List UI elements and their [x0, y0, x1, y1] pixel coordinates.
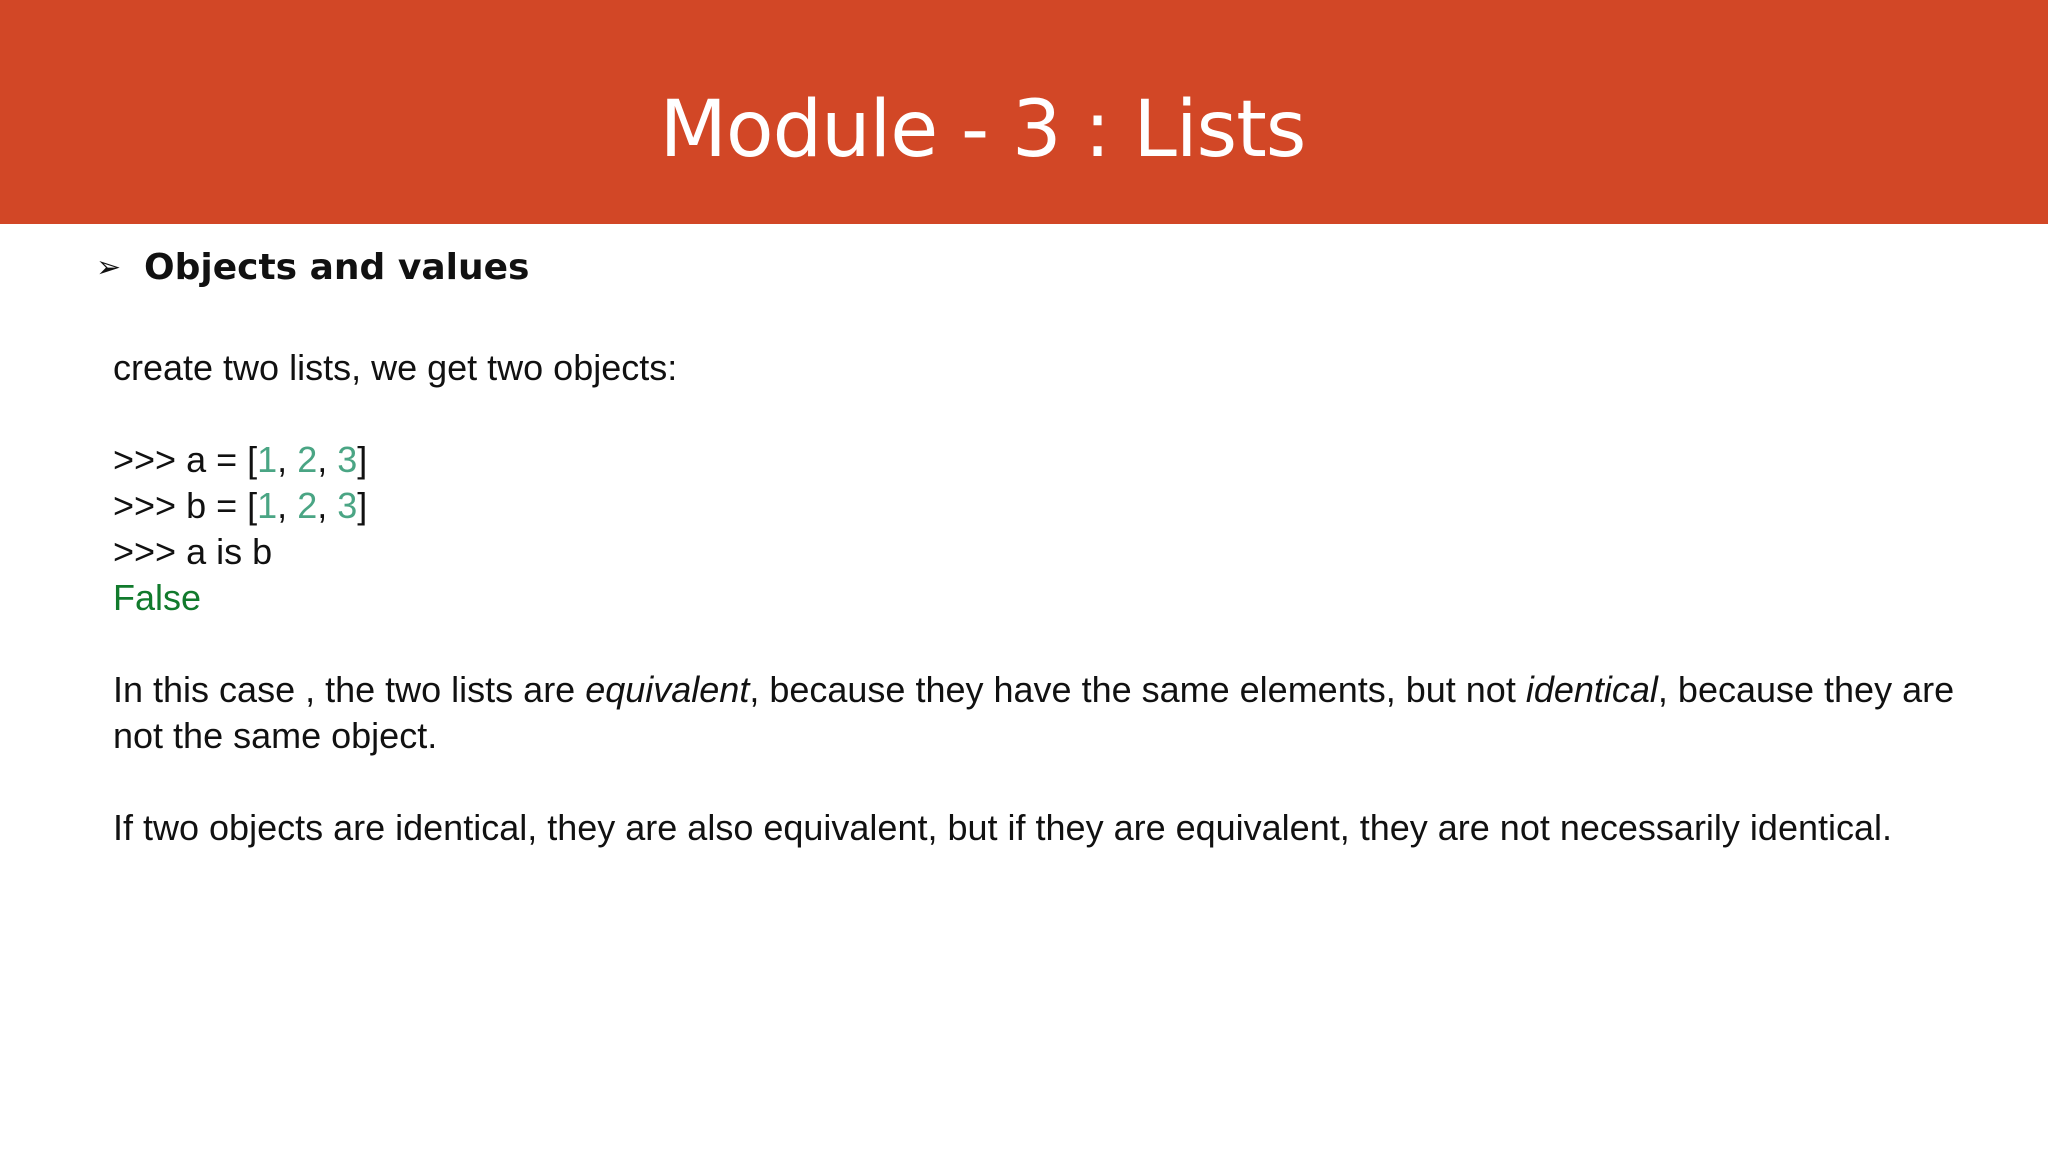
number-literal: 2 — [297, 485, 318, 526]
conclusion-paragraph: If two objects are identical, they are also equivalent, but if they are equivalent, they are not necessarily identical. — [113, 807, 1893, 848]
code-line — [113, 529, 1973, 575]
code-line: >>> b = [1, 2, 3] — [113, 485, 368, 526]
number-literal: 1 — [257, 439, 278, 480]
number-literal: 1 — [257, 485, 278, 526]
code-line: >>> a = [1, 2, 3] — [113, 439, 368, 480]
code-bracket: ] — [357, 439, 368, 480]
title-bar — [0, 0, 2048, 224]
explanation-paragraph — [113, 667, 1973, 759]
number-literal: 3 — [337, 485, 358, 526]
emphasis-identical: identical — [1525, 669, 1658, 710]
code-bracket: ] — [357, 485, 368, 526]
code-block — [113, 437, 1973, 621]
code-prompt: >>> — [113, 439, 187, 480]
code-statement: a = [ — [186, 439, 258, 480]
code-prompt: >>> — [113, 531, 187, 572]
explanation-text: In this case , the two lists are — [113, 669, 586, 710]
code-output: False — [113, 577, 202, 618]
intro-text: create two lists, we get two objects: — [113, 347, 678, 388]
code-statement: a is b — [186, 531, 273, 572]
section-heading — [96, 243, 529, 291]
slide-title: Module - 3 : Lists — [659, 85, 1306, 175]
slide-body — [113, 345, 1973, 851]
explanation-text: , because they are not the same object. — [113, 669, 1955, 756]
arrow-bullet-icon: ➢ — [96, 249, 122, 285]
emphasis-equivalent: equivalent — [585, 669, 750, 710]
number-literal: 2 — [297, 439, 318, 480]
code-statement: b = [ — [186, 485, 258, 526]
section-heading-text: Objects and values — [144, 246, 530, 288]
number-literal: 3 — [337, 439, 358, 480]
code-prompt: >>> — [113, 485, 187, 526]
explanation-text: , because they have the same elements, but not — [749, 669, 1526, 710]
